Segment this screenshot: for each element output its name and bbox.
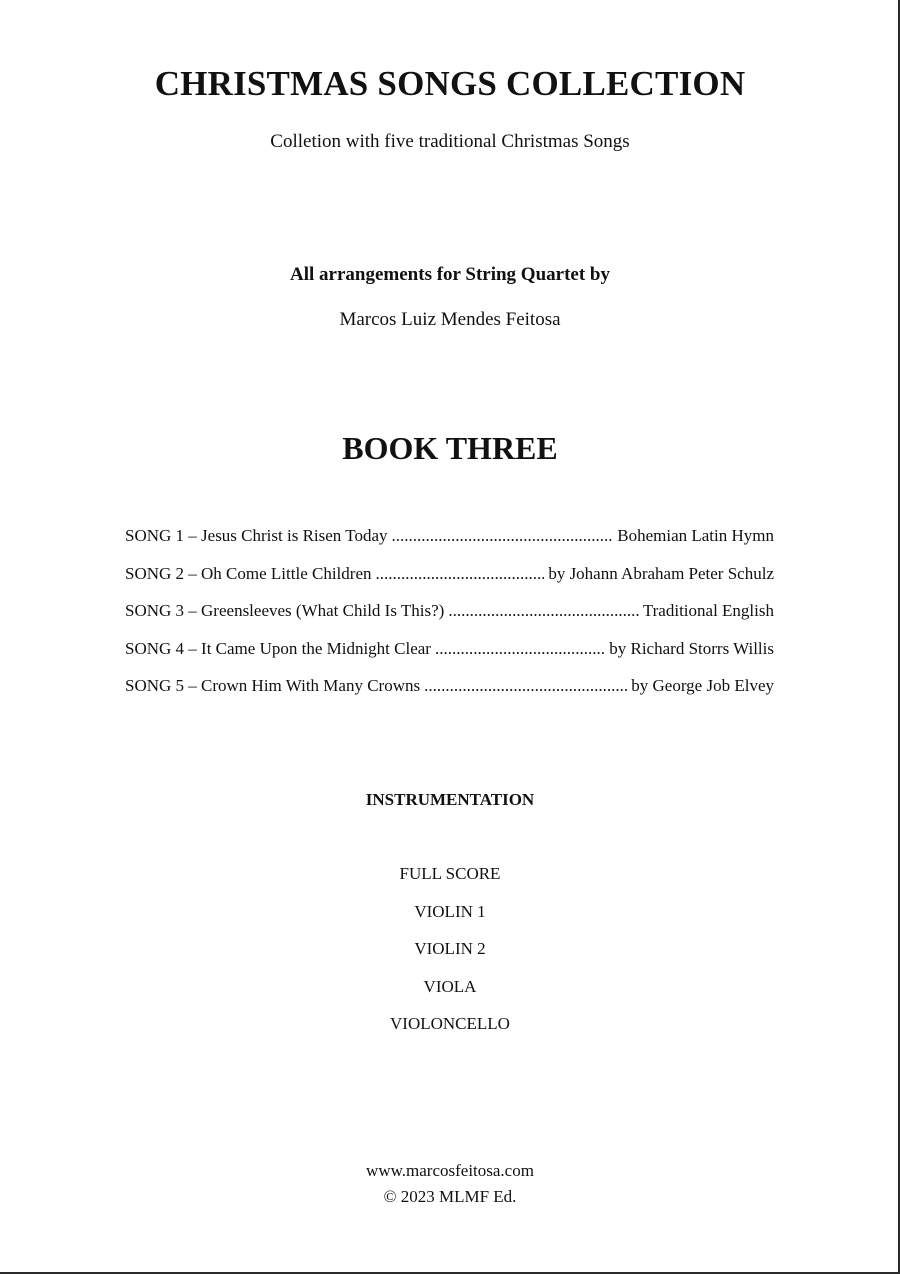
copyright-notice: © 2023 MLMF Ed. xyxy=(383,1187,517,1206)
song-row-5 xyxy=(125,676,774,714)
song-title: SONG 1 – Jesus Christ is Risen Today xyxy=(125,526,388,545)
dot-leader xyxy=(375,564,544,584)
book-title: BOOK THREE xyxy=(342,430,558,466)
website-link: www.marcosfeitosa.com xyxy=(366,1161,534,1180)
collection-title: CHRISTMAS SONGS COLLECTION xyxy=(154,64,746,103)
instrument-part: VIOLIN 2 xyxy=(414,939,486,958)
instrument-part: VIOLONCELLO xyxy=(390,1014,510,1033)
song-title: SONG 5 – Crown Him With Many Crowns xyxy=(125,676,421,696)
instrumentation-heading: INSTRUMENTATION xyxy=(365,790,535,809)
song-title: SONG 3 – Greensleeves (What Child Is This?) xyxy=(125,601,445,621)
instrument-part: VIOLIN 1 xyxy=(414,901,486,921)
song-row-2 xyxy=(125,564,774,602)
instrument-part: VIOLA xyxy=(423,976,477,996)
arranger-name: Marcos Luiz Mendes Feitosa xyxy=(339,309,561,330)
dot-leader xyxy=(424,676,627,696)
instrumentation-list xyxy=(0,864,900,1052)
song-row-3 xyxy=(125,601,774,639)
dot-leader xyxy=(435,639,605,659)
song-list xyxy=(125,526,774,714)
arrangement-heading: All arrangements for String Quartet by xyxy=(290,264,610,285)
song-title: SONG 4 – It Came Upon the Midnight Clear xyxy=(125,638,431,658)
dot-leader xyxy=(448,601,639,621)
song-composer: by Richard Storrs Willis xyxy=(609,638,774,658)
song-composer: Traditional English xyxy=(642,601,774,621)
song-composer: by George Job Elvey xyxy=(631,676,774,696)
song-row-1 xyxy=(125,526,774,564)
dot-leader xyxy=(392,526,614,546)
song-title: SONG 2 – Oh Come Little Children xyxy=(125,563,372,583)
song-row-4 xyxy=(125,639,774,677)
instrument-part: FULL SCORE xyxy=(399,864,501,883)
song-composer: Bohemian Latin Hymn xyxy=(617,526,774,545)
song-composer: by Johann Abraham Peter Schulz xyxy=(548,563,774,583)
collection-subtitle: Colletion with five traditional Christmas Songs xyxy=(270,131,630,152)
